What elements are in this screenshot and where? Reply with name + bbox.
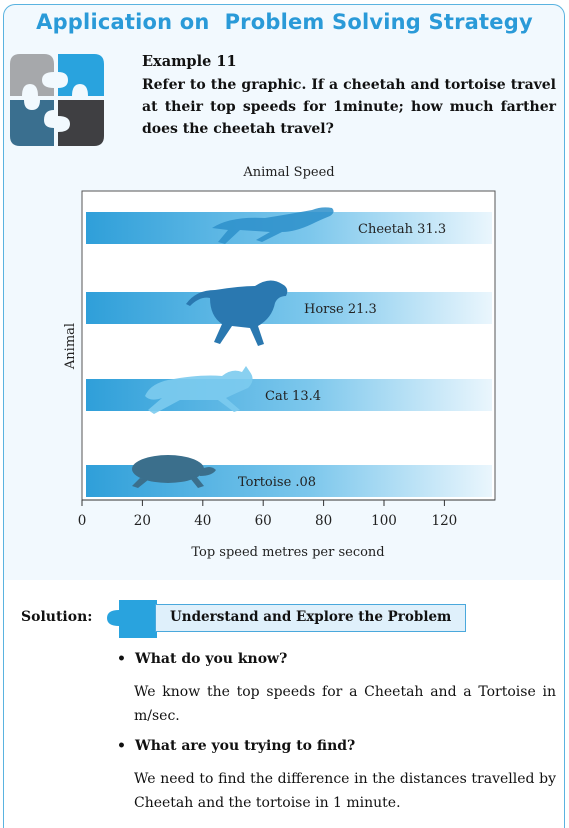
bullet: • [117, 738, 126, 754]
x-tick-label: 0 [77, 513, 87, 529]
question-1 [117, 651, 287, 667]
puzzle-piece-teal [10, 100, 54, 146]
x-tick-label: 100 [371, 513, 397, 529]
question-2 [117, 738, 355, 754]
bar-label-tortoise: Tortoise .08 [238, 475, 317, 490]
strategy-heading: Understand and Explore the Problem [155, 604, 466, 632]
example-question: Refer to the graphic. If a cheetah and tortoise travel at their top speeds for 1minute; how much farther does the cheetah travel? [142, 77, 556, 137]
x-tick-label: 60 [254, 513, 272, 529]
question-text: What do you know? [135, 651, 288, 667]
puzzle-piece-dark [58, 100, 104, 146]
animal-speed-chart [50, 158, 520, 568]
y-axis-label: Animal [63, 322, 78, 370]
puzzle-icon [6, 50, 108, 150]
question-text: What are you trying to find? [135, 738, 356, 754]
x-tick-label: 80 [315, 513, 333, 529]
chart-title: Animal Speed [243, 165, 335, 180]
puzzle-piece-grey [10, 54, 54, 96]
x-axis-label: Top speed metres per second [191, 545, 385, 560]
answer-1: We know the top speeds for a Cheetah and a Tortoise in m/sec. [134, 684, 556, 724]
page-title: Application on Problem Solving Strategy [36, 10, 533, 34]
example-title: Example 11 [142, 53, 237, 70]
bar-horse [86, 292, 492, 324]
bullet: • [117, 651, 126, 667]
solution-label: Solution: [21, 609, 93, 625]
bar-label-cheetah: Cheetah 31.3 [358, 222, 447, 237]
answer-2: We need to find the difference in the distances travelled by Cheetah and the tortoise in 1 minute. [134, 771, 556, 811]
puzzle-piece-blue [58, 54, 104, 96]
x-tick-label: 40 [194, 513, 212, 529]
x-tick-label: 120 [431, 513, 458, 529]
puzzle-piece-icon [105, 596, 161, 642]
bar-label-horse: Horse 21.3 [304, 302, 377, 317]
bar-label-cat: Cat 13.4 [265, 389, 321, 404]
x-tick-label: 20 [133, 513, 151, 529]
